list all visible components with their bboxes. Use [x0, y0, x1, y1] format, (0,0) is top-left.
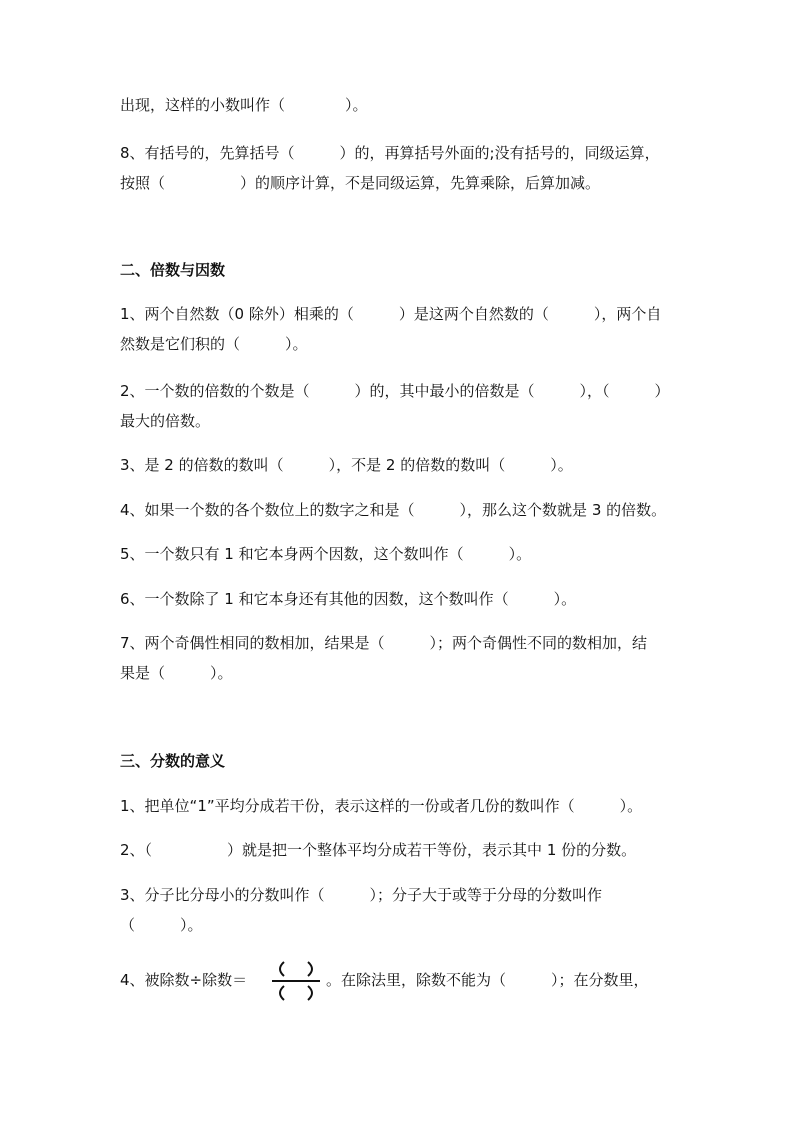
text-line-fraction-item-4-start: 4、被除数÷除数＝ — [120, 971, 248, 989]
section-heading-fraction-meaning: 三、分数的意义 — [120, 752, 226, 770]
text-line-multiples-item-1-continued: 然数是它们积的（ ）。 — [120, 335, 308, 353]
text-line-multiples-item-1: 1、两个自然数（0 除外）相乘的（ ）是这两个自然数的（ ），两个自 — [120, 305, 662, 323]
text-line-multiples-item-7: 7、两个奇偶性相同的数相加，结果是（ ）；两个奇偶性不同的数相加，结 — [120, 634, 648, 652]
text-line-fraction-item-3: 3、分子比分母小的分数叫作（ ）；分子大于或等于分母的分数叫作 — [120, 886, 603, 904]
text-line-multiples-item-4: 4、如果一个数的各个数位上的数字之和是（ ），那么这个数就是 3 的倍数。 — [120, 501, 667, 519]
text-line-fraction-item-4-end: 。在除法里，除数不能为（ ）；在分数里， — [326, 971, 649, 989]
section-heading-multiples-factors: 二、倍数与因数 — [120, 261, 226, 279]
text-line-multiples-item-5: 5、一个数只有 1 和它本身两个因数，这个数叫作（ ）。 — [120, 545, 532, 563]
text-line-multiples-item-7-continued: 果是（ ）。 — [120, 664, 233, 682]
text-line-decimal-definition-end: 出现，这样的小数叫作（ ）。 — [120, 96, 368, 114]
text-line-item-8-continued: 按照（ ）的顺序计算，不是同级运算，先算乘除，后算加减。 — [120, 174, 601, 192]
text-line-item-8: 8、有括号的，先算括号（ ）的，再算括号外面的;没有括号的，同级运算， — [120, 144, 660, 162]
blank-fraction-symbol — [270, 956, 322, 1006]
text-line-multiples-item-3: 3、是 2 的倍数的数叫（ ），不是 2 的倍数的数叫（ ）。 — [120, 456, 573, 474]
text-line-multiples-item-2: 2、一个数的倍数的个数是（ ）的，其中最小的倍数是（ ），（ ） — [120, 382, 670, 400]
text-line-fraction-item-3-continued: （ ）。 — [120, 916, 203, 934]
text-line-multiples-item-2-continued: 最大的倍数。 — [120, 412, 211, 430]
text-line-fraction-item-1: 1、把单位“1”平均分成若干份，表示这样的一份或者几份的数叫作（ ）。 — [120, 797, 643, 815]
text-line-fraction-item-2: 2、（ ）就是把一个整体平均分成若干等份，表示其中 1 份的分数。 — [120, 841, 637, 859]
text-line-multiples-item-6: 6、一个数除了 1 和它本身还有其他的因数，这个数叫作（ ）。 — [120, 590, 577, 608]
